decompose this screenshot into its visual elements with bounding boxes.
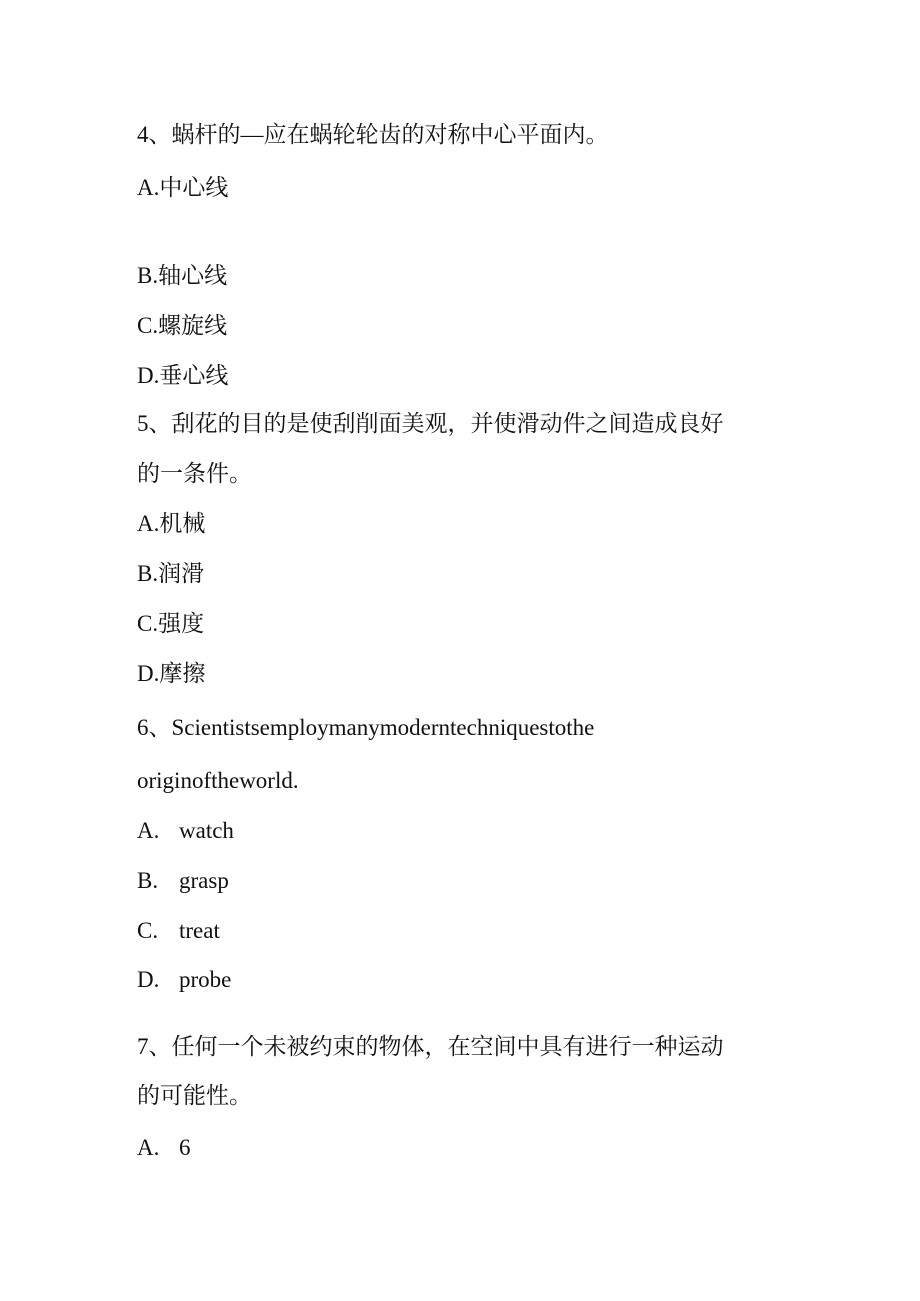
question-5-text-line-2: 的一条件。 <box>137 461 252 486</box>
option-letter: A. <box>137 818 160 843</box>
question-4-option-a: A.中心线 <box>137 175 229 200</box>
option-letter: A. <box>137 1135 160 1160</box>
question-6-option-b <box>137 866 229 896</box>
question-7-option-a <box>137 1133 191 1163</box>
option-letter: B. <box>137 868 159 893</box>
option-text: probe <box>179 967 232 992</box>
question-4-option-b: B.轴心线 <box>137 263 228 288</box>
question-4-option-c: C.螺旋线 <box>137 313 228 338</box>
question-6-option-c <box>137 916 220 946</box>
question-6-text-line-2: originoftheworld. <box>137 768 299 793</box>
option-text: watch <box>179 818 234 843</box>
option-text: 6 <box>179 1135 191 1160</box>
question-7-text-line-2: 的可能性。 <box>137 1083 252 1108</box>
question-5-option-a: A.机械 <box>137 511 206 536</box>
option-letter: C. <box>137 918 159 943</box>
question-6-option-d <box>137 965 231 995</box>
option-letter: D. <box>137 967 160 992</box>
question-5-text-line-1: 5、刮花的目的是使刮削面美观，并使滑动件之间造成良好 <box>137 411 724 436</box>
question-5-option-b: B.润滑 <box>137 561 205 586</box>
question-4-text: 4、蜗杆的—应在蜗轮轮齿的对称中心平面内。 <box>137 122 609 147</box>
option-text: treat <box>179 918 220 943</box>
question-7-text-line-1: 7、任何一个未被约束的物体，在空间中具有进行一种运动 <box>137 1034 724 1059</box>
question-5-option-c: C.强度 <box>137 611 205 636</box>
question-4-option-d: D.垂心线 <box>137 363 229 388</box>
option-text: grasp <box>179 868 229 893</box>
question-6-option-a <box>137 816 234 846</box>
question-5-option-d: D.摩擦 <box>137 661 206 686</box>
question-6-text-line-1: 6、Scientistsemploymanymoderntechniquestothe <box>137 715 595 740</box>
